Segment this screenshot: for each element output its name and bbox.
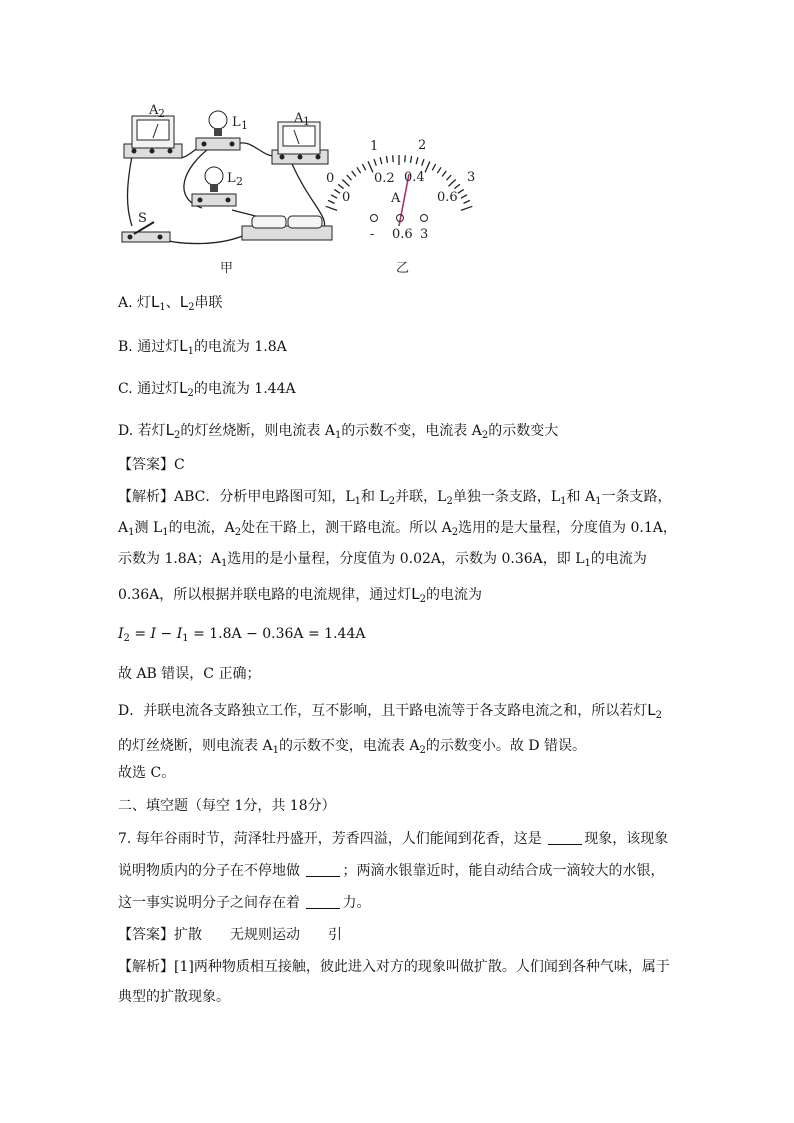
q7-blank-1: [548, 830, 582, 845]
terminal-minus: [371, 215, 378, 222]
meter-tick: [393, 155, 394, 162]
q7-line-1: 7. 每年谷雨时节，菏泽牡丹盛开，芳香四溢，人们能闻到花香，这是 现象，该现象: [118, 831, 669, 847]
circuit-diagram-svg: [112, 98, 512, 280]
answer-2: 【答案】扩散 无规则运动 引: [118, 927, 342, 943]
analysis-line-6: 故 AB 错误，C 正确；: [118, 666, 261, 682]
meter-tick: [425, 161, 430, 172]
analysis-line-2: $A_1$测 $L_1$的电流，$A_2$处在干路上，测干路电流。所以 $A_2$选用的是大量程，分度值为 0.1A，: [118, 520, 677, 538]
analysis2-line-1: 【解析】[1]两种物质相互接触，彼此进入对方的现象叫做扩散。人们闻到各种气味，属于: [118, 959, 670, 975]
meter-tick: [357, 167, 361, 173]
analysis-line-8: 的灯丝烧断，则电流表 $A_1$的示数不变，电流表 $A_2$的示数变小。故 D 错误。: [118, 738, 586, 756]
meter-tick: [328, 200, 334, 203]
meter-tick: [368, 161, 373, 172]
label-s: S: [138, 211, 147, 226]
terminal-label-0-6: 0.6: [392, 227, 413, 242]
analysis-line-9: 故选 C。: [118, 765, 176, 781]
analysis-formula: $I_2 = I - I_1 = 1.8A - 0.36A = 1.44A$: [118, 626, 366, 644]
meter-tick: [386, 156, 387, 163]
meter-tick: [449, 180, 456, 187]
option-d: D. 若灯$L_2$的灯丝烧断，则电流表 $A_1$的示数不变，电流表 $A_2$的示数变大: [118, 421, 559, 441]
meter-tick: [416, 157, 418, 164]
meter-top-tick-1: 1: [370, 139, 379, 154]
q7-line-3: 这一事实说明分子之间存在着 力。: [118, 895, 371, 911]
label-l1-sub: 1: [241, 119, 248, 132]
label-l2: L: [227, 171, 236, 186]
meter-unit: A: [391, 191, 401, 206]
meter-top-tick-0: 0: [326, 171, 335, 186]
caption-left: 甲: [220, 261, 234, 276]
q7-blank-3: [306, 894, 340, 909]
analysis-line-7: D．并联电流各支路独立工作，互不影响，且干路电流等于各支路电流之和，所以若灯$L_2$: [118, 701, 662, 721]
ammeter-a1: [272, 122, 328, 164]
caption-right: 乙: [396, 261, 410, 276]
meter-tick: [405, 155, 406, 162]
section-2-heading: 二、填空题（每空 1分，共 18分）: [118, 798, 336, 814]
label-a1-sub: 1: [303, 115, 310, 128]
answer-1: 【答案】C: [118, 457, 185, 473]
label-a1: A: [294, 111, 304, 126]
meter-tick: [362, 164, 365, 170]
terminal-label-3: 3: [420, 227, 429, 242]
meter-tick: [458, 189, 464, 193]
meter-tick: [461, 195, 467, 198]
meter-tick: [454, 184, 460, 188]
meter-tick: [374, 159, 376, 166]
battery: [242, 216, 332, 240]
terminal-3: [421, 215, 428, 222]
q7-line-2: 说明物质内的分子在不停地做 ；两滴水银靠近时，能自动结合成一滴较大的水银，: [118, 863, 665, 879]
meter-tick: [422, 159, 424, 166]
analysis-line-3: 示数为 1.8A；$A_1$选用的是小量程，分度值为 0.02A，示数为 0.36A，即 $L_1$的电流为: [118, 551, 647, 569]
meter-tick: [326, 206, 337, 210]
option-b: B. 通过灯$L_1$的电流为 1.8A: [118, 337, 287, 357]
meter-tick: [338, 184, 344, 188]
meter-tick: [437, 167, 441, 173]
meter-tick: [352, 171, 356, 177]
meter-tick: [334, 189, 340, 193]
meter-tick: [464, 200, 470, 203]
meter-tick: [432, 164, 435, 170]
meter-tick: [342, 180, 349, 187]
option-c: C. 通过灯$L_2$的电流为 1.44A: [118, 379, 296, 399]
label-a2-sub: 2: [158, 107, 165, 120]
meter-tick: [447, 175, 452, 180]
meter-top-tick-2: 2: [418, 138, 427, 153]
meter-tick: [380, 157, 382, 164]
analysis-line-4: 0.36A，所以根据并联电路的电流规律，通过灯$L_2$的电流为: [118, 585, 483, 605]
meter-tick: [411, 156, 412, 163]
meter-bottom-tick-0: 0: [342, 190, 351, 205]
label-l1: L: [232, 115, 241, 130]
label-a2: A: [149, 103, 159, 118]
analysis-line-1: 【解析】ABC．分析甲电路图可知，$L_1$和 $L_2$并联，$L_2$单独一条支路，$L_1$和 $A_1$一条支路，: [118, 489, 672, 507]
meter-bottom-tick-1: 0.2: [374, 171, 395, 186]
ammeter-a2: [124, 116, 182, 158]
circuit-figure: [112, 98, 512, 280]
q7-blank-2: [306, 862, 340, 877]
meter-tick: [442, 171, 446, 177]
option-a: A. 灯$L_1$、$L_2$串联: [118, 293, 223, 313]
meter-top-tick-3: 3: [467, 170, 476, 185]
meter-tick: [461, 206, 472, 210]
label-l2-sub: 2: [236, 175, 243, 188]
analysis2-line-2: 典型的扩散现象。: [118, 989, 230, 1005]
meter-bottom-tick-2: 0.4: [404, 170, 425, 185]
meter-tick: [347, 175, 352, 180]
meter-tick: [331, 195, 337, 198]
terminal-label-minus: -: [370, 227, 375, 242]
meter-bottom-tick-3: 0.6: [437, 190, 458, 205]
